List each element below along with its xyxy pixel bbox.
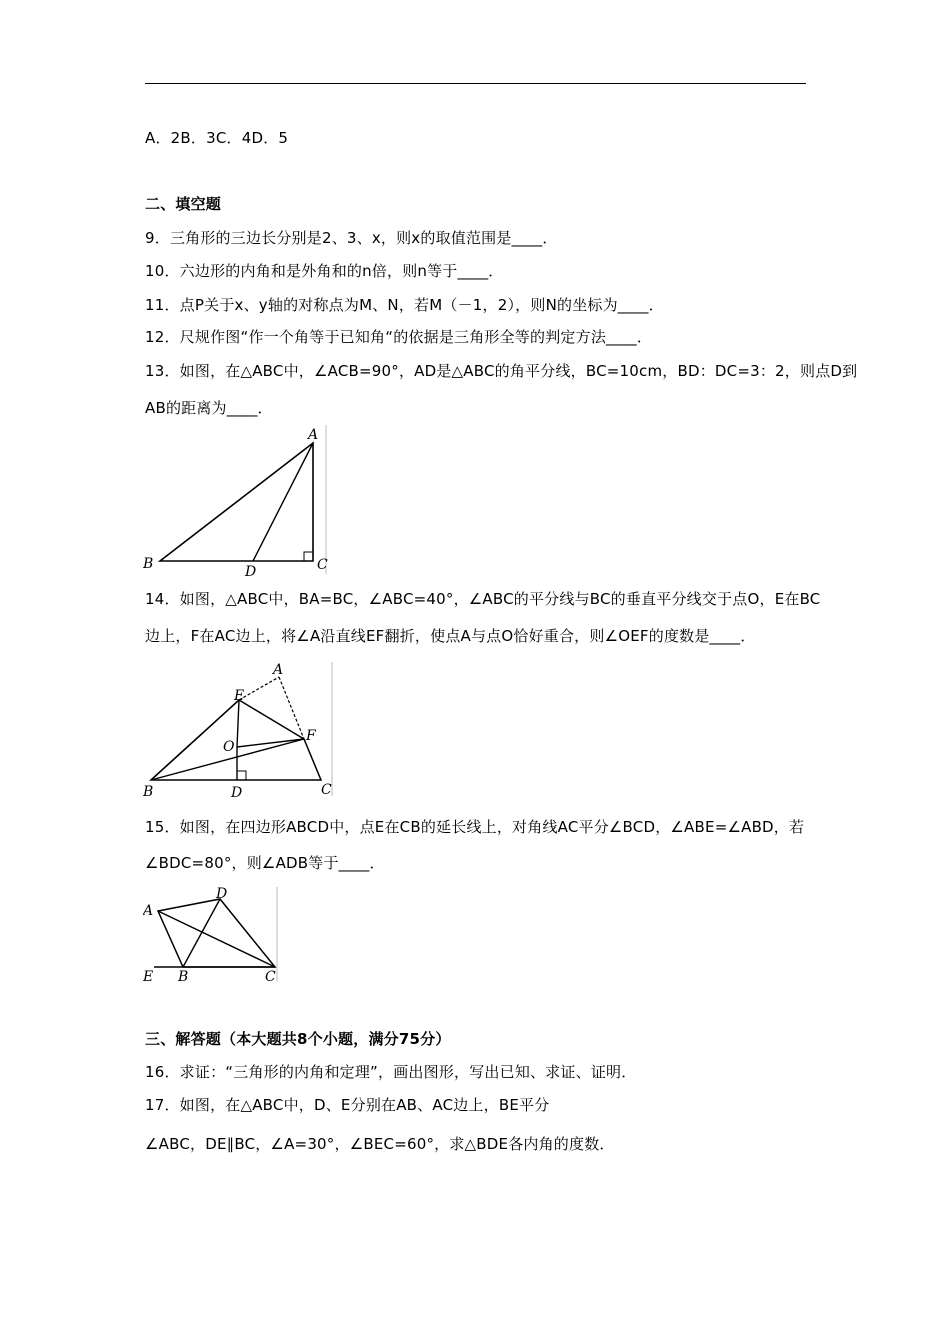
question-10: 10．六边形的内角和是外角和的n倍，则n等于____． [145, 262, 504, 280]
question-17-line1: 17．如图，在△ABC中，D、E分别在AB、AC边上，BE平分 [145, 1096, 550, 1114]
label-d: D [216, 886, 228, 902]
label-b: B [178, 969, 189, 985]
question-13-line1: 13．如图，在△ABC中，∠ACB=90°，AD是△ABC的角平分线，BC=10cm，BD：DC=3：2，则点D到 [145, 362, 858, 380]
label-d: D [245, 564, 257, 579]
label-d: D [231, 785, 243, 800]
line-of [237, 739, 304, 747]
q8-options: A．2B．3C．4D．5 [145, 129, 289, 147]
section3-title: 三、解答题（本大题共8个小题，满分75分） [145, 1030, 451, 1048]
header-rule [145, 83, 806, 84]
label-f: F [306, 728, 316, 744]
question-17-line2: ∠ABC，DE∥BC，∠A=30°，∠BEC=60°，求△BDE各内角的度数． [145, 1135, 615, 1153]
question-14-line2: 边上，F在AC边上，将∠A沿直线EF翻折，使点A与点O恰好重合，则∠OEF的度数是____． [145, 627, 756, 645]
label-o: O [223, 739, 235, 755]
label-b: B [143, 784, 154, 800]
triangle-abc [160, 443, 313, 561]
label-a: A [308, 427, 319, 443]
fold-af [279, 677, 304, 739]
label-c: C [317, 557, 328, 573]
quadrilateral-abcd [158, 899, 275, 967]
question-11: 11．点P关于x、y轴的对称点为M、N，若M（－1，2），则N的坐标为____． [145, 296, 664, 314]
line-eo [237, 700, 239, 747]
question-15-line1: 15．如图，在四边形ABCD中，点E在CB的延长线上，对角线AC平分∠BCD，∠ABE=∠ABD，若 [145, 818, 805, 836]
diagonal-ac [158, 911, 275, 967]
diagonal-bd [183, 899, 220, 967]
section2-title: 二、填空题 [145, 195, 222, 213]
figure-q14 [143, 660, 338, 800]
question-12: 12．尺规作图“作一个角等于已知角“的依据是三角形全等的判定方法____． [145, 328, 653, 346]
figure-q15 [143, 885, 283, 985]
label-b: B [143, 556, 154, 572]
label-a: A [143, 903, 154, 919]
question-14-line1: 14．如图，△ABC中，BA=BC，∠ABC=40°，∠ABC的平分线与BC的垂直平分线交于点O，E在BC [145, 590, 821, 608]
label-c: C [321, 782, 332, 798]
question-9: 9．三角形的三边长分别是2、3、x，则x的取值范围是____． [145, 229, 558, 247]
label-a: A [273, 662, 284, 678]
label-c: C [265, 969, 276, 985]
label-e: E [234, 688, 245, 704]
question-15-line2: ∠BDC=80°，则∠ADB等于____． [145, 854, 385, 872]
right-angle-mark [304, 552, 313, 561]
question-13-line2: AB的距离为____． [145, 399, 273, 417]
figure-q13 [143, 424, 333, 579]
right-angle-mark [237, 771, 246, 780]
question-16: 16．求证：“三角形的内角和定理”，画出图形，写出已知、求证、证明． [145, 1063, 637, 1081]
bisector-ad [253, 443, 313, 561]
label-e: E [143, 969, 154, 985]
fold-ea [239, 677, 279, 700]
